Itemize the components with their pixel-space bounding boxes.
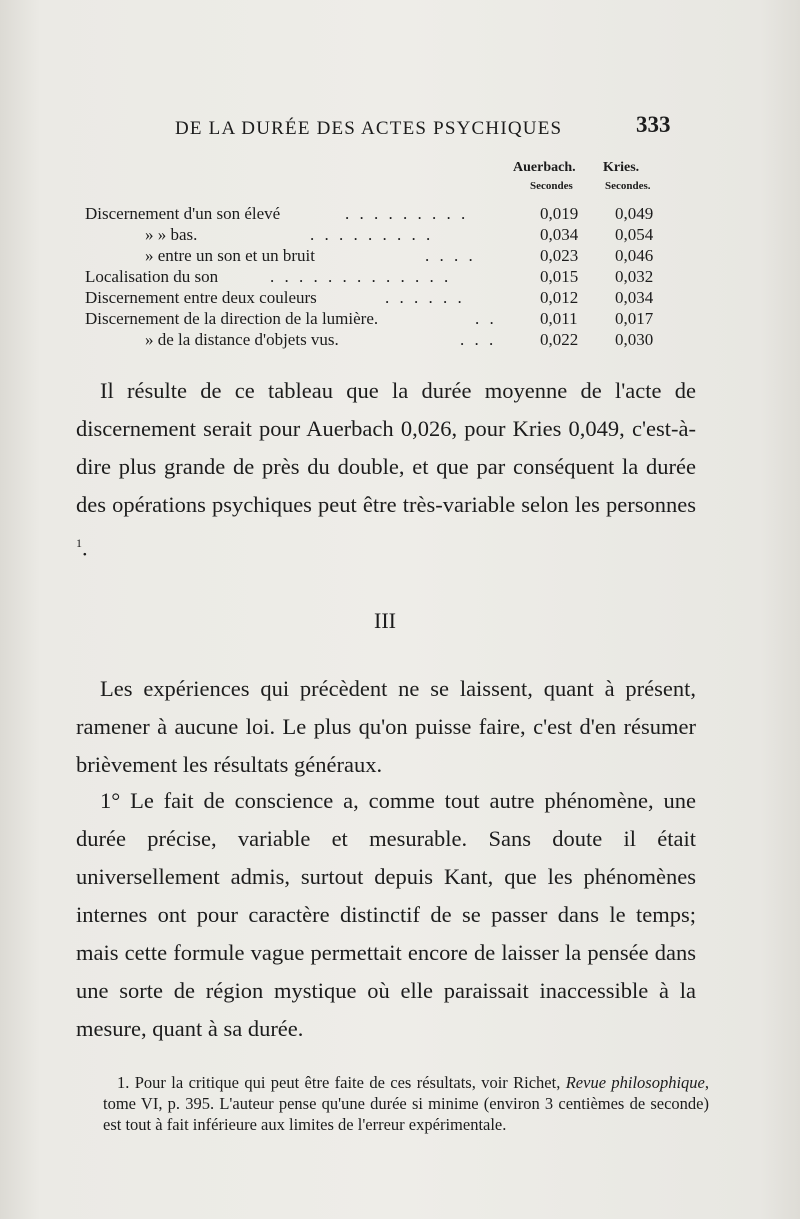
column-kries: Kries. <box>603 160 640 175</box>
table-row <box>85 225 675 246</box>
value-auerbach: 0,019 <box>540 204 579 223</box>
timing-table <box>85 160 675 351</box>
paragraph-text: Il résulte de ce tableau que la durée moyenne de l'acte de discernement serait pour Auerbach 0,026, pour Kries 0,049, c'est-à-dire plus grande de près du double, et que par conséquent la durée des opérations psychiques peut être très-variable selon les personnes <box>76 378 696 517</box>
paragraph-summary <box>76 372 696 568</box>
section-number: III <box>374 608 396 633</box>
value-kries: 0,017 <box>615 309 654 328</box>
page-number: 333 <box>636 112 671 137</box>
row-label: Discernement entre deux couleurs <box>85 288 317 307</box>
unit-auerbach: Secondes <box>530 180 573 192</box>
table-row <box>85 204 675 225</box>
paragraph-intro: Les expériences qui précèdent ne se laissent, quant à présent, ramener à aucune loi. Le plus qu'on puisse faire, c'est d'en résumer brièvement les résultats généraux. <box>76 676 696 777</box>
value-kries: 0,034 <box>615 288 654 307</box>
leader-dots: . . <box>475 309 497 328</box>
paragraph-end: . <box>82 535 88 561</box>
value-auerbach: 0,012 <box>540 288 579 307</box>
leader-dots: . . . . . . . . . <box>310 225 434 244</box>
table-row <box>85 330 675 351</box>
table-row <box>85 309 675 330</box>
row-label: » entre un son et un bruit <box>145 246 315 265</box>
row-label: Discernement d'un son élevé <box>85 204 281 223</box>
table-row <box>85 246 675 267</box>
unit-kries: Secondes. <box>605 180 651 192</box>
leader-dots: . . . . . . . . . . . . . <box>270 267 452 286</box>
footnote-text-b: , tome VI, p. 395. L'auteur pense qu'une durée si minime (environ 3 centièmes de seconde) est tout à fait inférieure aux limites de l'erreur expérimentale. <box>103 1073 710 1134</box>
value-kries: 0,049 <box>615 204 654 223</box>
paragraph-point-1: 1° Le fait de conscience a, comme tout autre phénomène, une durée précise, variable et mesurable. Sans doute il était universellement admis, surtout depuis Kant, que les phénomènes internes ont pour caractère distinctif de se passer dans le temps; mais cette formule vague permettait encore de laisser la pensée dans une sorte de région mystique où elle paraissait inaccessible à la mesure, quant à sa durée. <box>76 788 696 1041</box>
column-auerbach: Auerbach. <box>513 160 576 175</box>
leader-dots: . . . . <box>425 246 476 265</box>
table-row <box>85 288 675 309</box>
value-kries: 0,030 <box>615 330 654 349</box>
footnote-reference: 1 <box>76 536 82 550</box>
footnote-marker: 1. <box>117 1073 130 1092</box>
value-kries: 0,054 <box>615 225 654 244</box>
footnote-text-a: Pour la critique qui peut être faite de ces résultats, voir Richet, <box>134 1073 561 1092</box>
value-auerbach: 0,015 <box>540 267 579 286</box>
value-auerbach: 0,034 <box>540 225 579 244</box>
row-label: » » bas. <box>145 225 198 244</box>
value-kries: 0,032 <box>615 267 654 286</box>
value-auerbach: 0,022 <box>540 330 579 349</box>
page-header <box>0 112 800 146</box>
leader-dots: . . . <box>460 330 497 349</box>
leader-dots: . . . . . . . . . <box>345 204 469 223</box>
footnote <box>103 1072 709 1135</box>
row-label: Discernement de la direction de la lumière. <box>85 309 379 328</box>
row-label: » de la distance d'objets vus. <box>145 330 339 349</box>
row-label: Localisation du son <box>85 267 219 286</box>
table-row <box>85 267 675 288</box>
value-kries: 0,046 <box>615 246 654 265</box>
footnote-journal-title: Revue philosophique <box>565 1073 705 1092</box>
leader-dots: . . . . . . <box>385 288 465 307</box>
value-auerbach: 0,011 <box>540 309 578 328</box>
value-auerbach: 0,023 <box>540 246 579 265</box>
running-title: DE LA DURÉE DES ACTES PSYCHIQUES <box>175 118 563 139</box>
table-column-headers <box>85 160 675 204</box>
